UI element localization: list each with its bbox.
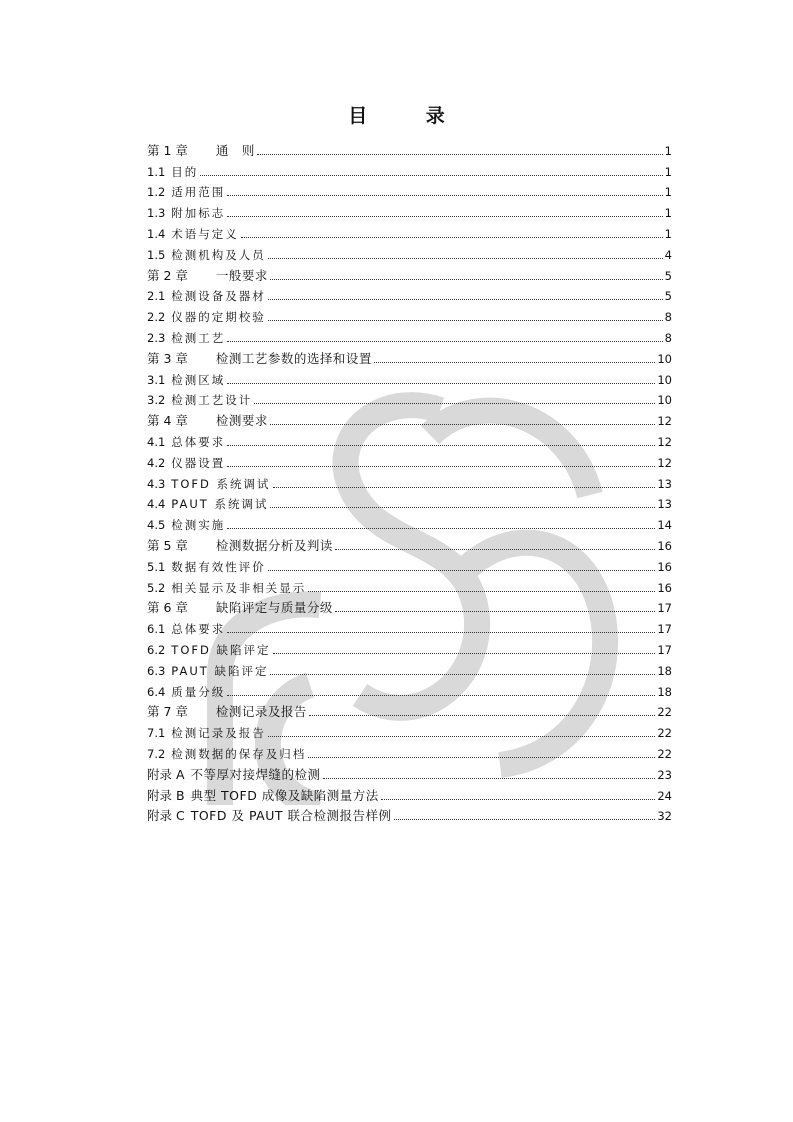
toc-entry-label: PAUT 缺陷评定	[171, 663, 269, 678]
toc-page-number: 13	[657, 476, 672, 491]
toc-entry-number: 1.1	[147, 164, 166, 179]
toc-entry-number: 2.1	[147, 289, 166, 304]
toc-entry-label: 仪器的定期校验	[171, 310, 266, 325]
toc-entry-label: 典型 TOFD 成像及缺陷测量方法	[190, 787, 379, 803]
toc-entry-number: 附录 B	[147, 787, 185, 803]
toc-entry-label: 数据有效性评价	[171, 559, 266, 574]
toc-dot-leader	[200, 175, 662, 176]
toc-entry-number: 第 7 章	[147, 704, 188, 720]
toc-dot-leader	[227, 341, 662, 342]
toc-entry-number: 1.5	[147, 247, 166, 262]
toc-entry-number: 7.2	[147, 746, 166, 761]
toc-section-entry[interactable]	[147, 679, 672, 700]
toc-entry-number: 2.2	[147, 310, 166, 325]
toc-entry-label: 适用范围	[171, 185, 226, 200]
toc-page-number: 17	[657, 642, 672, 657]
toc-page-number: 23	[657, 767, 672, 782]
toc-dot-leader	[227, 695, 655, 696]
toc-page-number: 22	[657, 705, 672, 720]
toc-section-entry[interactable]	[147, 221, 672, 242]
toc-page-number: 10	[657, 372, 672, 387]
toc-entry-number: 3.2	[147, 393, 166, 408]
toc-section-entry[interactable]	[147, 242, 672, 263]
toc-entry-label: 总体要求	[171, 434, 226, 449]
toc-entry-number: 附录 C	[147, 808, 185, 824]
toc-entry-label: 检测工艺参数的选择和设置	[215, 350, 372, 366]
toc-dot-leader	[268, 736, 656, 737]
toc-section-entry[interactable]	[147, 180, 672, 201]
table-of-contents	[147, 138, 672, 824]
toc-page-number: 12	[657, 455, 672, 470]
toc-entry-number: 5.2	[147, 580, 166, 595]
toc-entry-number: 5.1	[147, 559, 166, 574]
toc-page-number: 24	[657, 788, 672, 803]
toc-dot-leader	[227, 445, 655, 446]
toc-entry-label: PAUT 系统调试	[171, 497, 269, 512]
toc-entry-label: 相关显示及非相关显示	[171, 580, 307, 595]
toc-section-entry[interactable]	[147, 388, 672, 409]
toc-page-number: 16	[657, 538, 672, 553]
toc-entry-label: 术语与定义	[171, 226, 239, 241]
toc-entry-label: 仪器设置	[171, 455, 226, 470]
toc-page-number: 10	[657, 351, 672, 366]
toc-entry-number: 第 6 章	[147, 600, 188, 616]
toc-entry-label: TOFD 及 PAUT 联合检测报告样例	[190, 808, 392, 824]
toc-entry-label: TOFD 系统调试	[171, 476, 271, 491]
toc-dot-leader	[268, 570, 656, 571]
toc-entry-number: 3.1	[147, 372, 166, 387]
toc-entry-label: 检测数据分析及判读	[215, 537, 333, 553]
toc-entry-number: 第 3 章	[147, 350, 188, 366]
toc-dot-leader	[268, 258, 663, 259]
toc-page-number: 16	[657, 580, 672, 595]
toc-entry-label: TOFD 缺陷评定	[171, 642, 271, 657]
toc-entry-number: 第 1 章	[147, 142, 188, 158]
toc-entry-number: 4.5	[147, 518, 166, 533]
toc-entry-label: 检测机构及人员	[171, 247, 266, 262]
toc-section-entry[interactable]	[147, 367, 672, 388]
toc-section-entry[interactable]	[147, 720, 672, 741]
toc-entry-number: 7.1	[147, 726, 166, 741]
toc-dot-leader	[254, 403, 655, 404]
toc-entry-label: 总体要求	[171, 622, 226, 637]
toc-section-entry[interactable]	[147, 471, 672, 492]
toc-entry-label: 不等厚对接焊缝的检测	[190, 766, 321, 782]
toc-entry-number: 1.3	[147, 206, 166, 221]
toc-page-number: 8	[664, 310, 672, 325]
toc-dot-leader	[308, 591, 655, 592]
toc-page-number: 8	[664, 330, 672, 345]
toc-chapter-entry[interactable]	[147, 804, 672, 825]
toc-entry-label: 检测实施	[171, 518, 226, 533]
toc-entry-label: 检测要求	[215, 413, 268, 429]
toc-section-entry[interactable]	[147, 159, 672, 180]
toc-entry-number: 4.2	[147, 455, 166, 470]
toc-page-number: 1	[664, 164, 672, 179]
toc-entry-number: 2.3	[147, 330, 166, 345]
toc-section-entry[interactable]	[147, 741, 672, 762]
toc-page-number: 4	[664, 247, 672, 262]
toc-page-number: 16	[657, 559, 672, 574]
toc-dot-leader	[374, 362, 655, 363]
toc-page-number: 18	[657, 684, 672, 699]
toc-page-number: 18	[657, 663, 672, 678]
toc-entry-number: 6.1	[147, 622, 166, 637]
toc-section-entry[interactable]	[147, 575, 672, 596]
toc-page-number: 10	[657, 393, 672, 408]
toc-entry-label: 检测数据的保存及归档	[171, 746, 307, 761]
toc-page-number: 5	[664, 268, 672, 283]
toc-page-number: 32	[657, 809, 672, 824]
toc-entry-label: 质量分级	[171, 684, 226, 699]
toc-section-entry[interactable]	[147, 658, 672, 679]
toc-entry-label: 一般要求	[215, 267, 268, 283]
toc-page-number: 5	[664, 289, 672, 304]
toc-dot-leader	[381, 799, 656, 800]
toc-entry-number: 4.3	[147, 476, 166, 491]
toc-section-entry[interactable]	[147, 637, 672, 658]
toc-dot-leader	[241, 237, 663, 238]
toc-entry-label: 检测设备及器材	[171, 289, 266, 304]
toc-dot-leader	[308, 757, 655, 758]
toc-entry-number: 第 5 章	[147, 537, 188, 553]
toc-page-number: 14	[657, 518, 672, 533]
toc-chapter-entry[interactable]	[147, 346, 672, 367]
toc-page-number: 13	[657, 497, 672, 512]
toc-dot-leader	[335, 611, 655, 612]
toc-page-number: 1	[664, 206, 672, 221]
toc-dot-leader	[323, 778, 656, 779]
toc-dot-leader	[270, 507, 655, 508]
toc-dot-leader	[268, 299, 663, 300]
toc-entry-number: 附录 A	[147, 766, 185, 782]
toc-section-entry[interactable]	[147, 616, 672, 637]
toc-chapter-entry[interactable]	[147, 783, 672, 804]
toc-entry-number: 4.1	[147, 434, 166, 449]
toc-section-entry[interactable]	[147, 325, 672, 346]
toc-entry-number: 1.2	[147, 185, 166, 200]
toc-entry-number: 4.4	[147, 497, 166, 512]
toc-section-entry[interactable]	[147, 450, 672, 471]
toc-entry-label: 检测记录及报告	[171, 726, 266, 741]
toc-section-entry[interactable]	[147, 200, 672, 221]
toc-dot-leader	[227, 216, 662, 217]
page-title: 目 录	[348, 105, 471, 127]
toc-dot-leader	[227, 383, 655, 384]
toc-dot-leader	[273, 487, 656, 488]
toc-entry-label: 附加标志	[171, 206, 226, 221]
toc-entry-label: 检测工艺	[171, 330, 226, 345]
toc-section-entry[interactable]	[147, 429, 672, 450]
toc-dot-leader	[335, 549, 655, 550]
toc-page-number: 17	[657, 622, 672, 637]
toc-dot-leader	[268, 320, 663, 321]
toc-entry-number: 1.4	[147, 226, 166, 241]
toc-entry-label: 通 则	[215, 142, 255, 158]
toc-chapter-entry[interactable]	[147, 762, 672, 783]
toc-entry-label: 检测工艺设计	[171, 393, 253, 408]
toc-chapter-entry[interactable]	[147, 533, 672, 554]
toc-entry-label: 缺陷评定与质量分级	[215, 600, 333, 616]
toc-section-entry[interactable]	[147, 492, 672, 513]
toc-page-number: 1	[664, 143, 672, 158]
toc-chapter-entry[interactable]	[147, 408, 672, 429]
toc-dot-leader	[309, 715, 655, 716]
toc-entry-number: 第 2 章	[147, 267, 188, 283]
toc-dot-leader	[227, 466, 655, 467]
toc-entry-number: 6.3	[147, 663, 166, 678]
toc-entry-label: 检测记录及报告	[215, 704, 307, 720]
toc-dot-leader	[394, 819, 656, 820]
toc-entry-number: 6.2	[147, 642, 166, 657]
toc-dot-leader	[227, 528, 655, 529]
toc-dot-leader	[227, 632, 655, 633]
toc-dot-leader	[270, 674, 655, 675]
toc-chapter-entry[interactable]	[147, 700, 672, 721]
toc-dot-leader	[270, 279, 663, 280]
toc-chapter-entry[interactable]	[147, 138, 672, 159]
toc-page-number: 12	[657, 434, 672, 449]
toc-entry-label: 目的	[171, 164, 199, 179]
toc-page-number: 22	[657, 726, 672, 741]
toc-dot-leader	[227, 195, 662, 196]
toc-chapter-entry[interactable]	[147, 596, 672, 617]
toc-page-number: 12	[657, 414, 672, 429]
toc-page-number: 1	[664, 185, 672, 200]
toc-section-entry[interactable]	[147, 304, 672, 325]
toc-page-number: 22	[657, 746, 672, 761]
toc-dot-leader	[257, 154, 663, 155]
toc-chapter-entry[interactable]	[147, 263, 672, 284]
toc-page-number: 1	[664, 226, 672, 241]
toc-dot-leader	[273, 653, 656, 654]
toc-section-entry[interactable]	[147, 284, 672, 305]
toc-entry-number: 第 4 章	[147, 413, 188, 429]
toc-page-number: 17	[657, 601, 672, 616]
toc-entry-label: 检测区域	[171, 372, 226, 387]
toc-section-entry[interactable]	[147, 554, 672, 575]
toc-section-entry[interactable]	[147, 512, 672, 533]
toc-entry-number: 6.4	[147, 684, 166, 699]
toc-dot-leader	[270, 424, 655, 425]
